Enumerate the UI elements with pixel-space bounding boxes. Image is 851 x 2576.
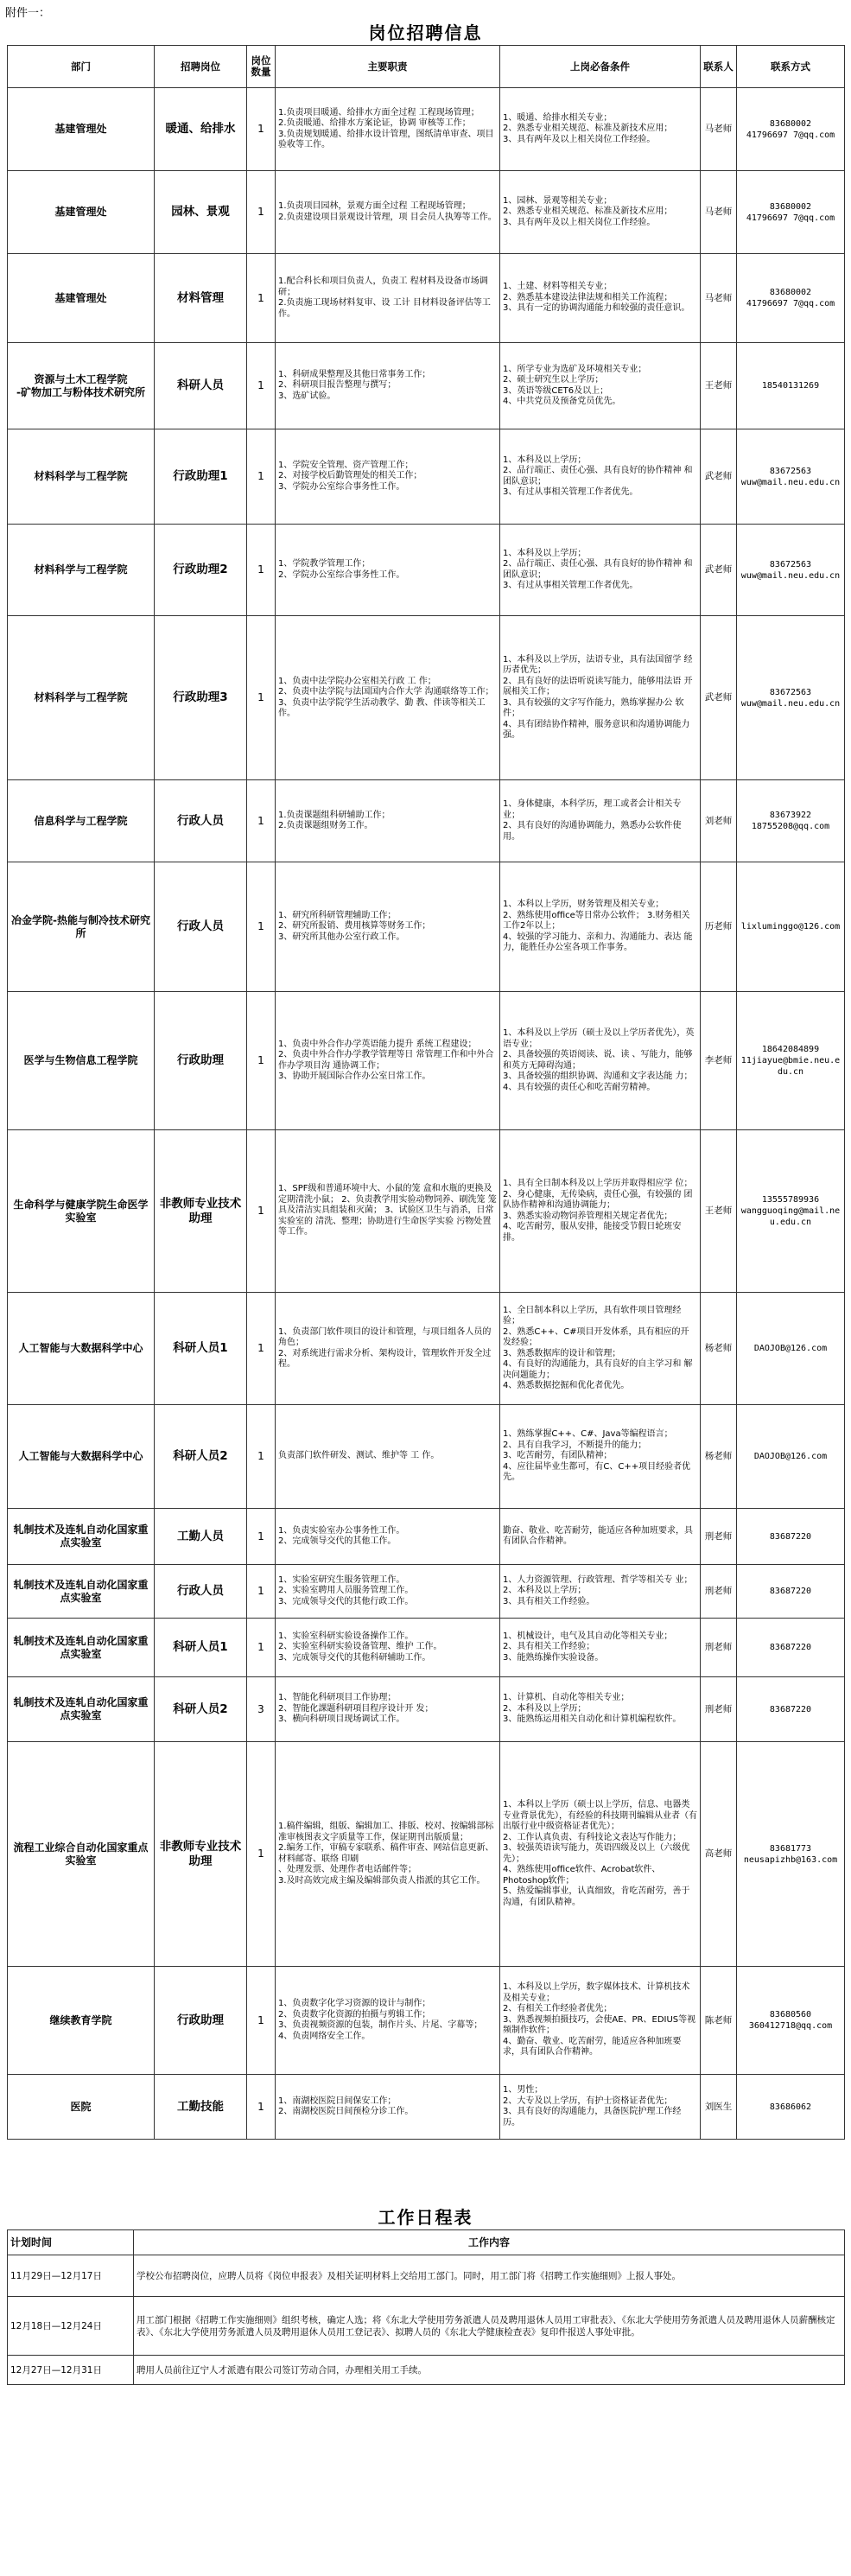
duties-cell: 1、负责中法学院办公室相关行政 工 作； 2、负责中法学院与法国国内合作大学 沟通联络等工作； 3、负责中法学院学生活动教学、勤 教、伴读等相关工作。 — [276, 616, 500, 780]
contact-cell: 王老师 — [701, 1130, 737, 1293]
requirements-cell: 1、机械设计，电气及其自动化等相关专业； 2、具有相关工作经验； 3、能熟练操作实验设备。 — [500, 1619, 701, 1677]
count-cell: 1 — [247, 1130, 276, 1293]
duties-cell: 1.负责课题组科研辅助工作； 2.负责课题组财务工作。 — [276, 780, 500, 862]
position-cell: 科研人员 — [155, 343, 247, 429]
requirements-cell: 1、本科及以上学历，数字媒体技术、计算机技术及相关专业； 2、有相关工作经验者优先； 3、熟悉视频拍摄技巧，会使AE、PR、EDIUS等视频制作软件； 4、勤奋、敬业、吃苦耐劳，能适应各种加班要求，具有团队合作精神。 — [500, 1967, 701, 2075]
position-cell: 材料管理 — [155, 254, 247, 343]
header-count: 岗位数量 — [247, 46, 276, 88]
table-row — [8, 1509, 845, 1565]
duties-cell: 1、SPF级和普通环境中大、小鼠的笼 盒和水瓶的更换及定期清洗小鼠； 2、负责教学用实验动物饲养、刷洗笼 笼具及清洁实具组装和灭菌； 3、试验区卫生与消杀，日常实验室的 清洗、整理；协助进行生命医学实验 污物处置等工作。 — [276, 1130, 500, 1293]
position-cell: 非教师专业技术助理 — [155, 1130, 247, 1293]
duties-cell: 1.负责项目暖通、给排水方面全过程 工程现场管理； 2.负责暖通、给排水方案论证，协调 审核等工作； 3.负责规划暖通、给排水设计管理，图纸清单审查、项目验收等工作。 — [276, 88, 500, 171]
phone-cell: 83680002 41796697 7@qq.com — [737, 171, 845, 254]
requirements-cell: 1、所学专业为选矿及环境相关专业； 2、硕士研究生以上学历； 3、英语等级CET6及以上； 4、中共党员及预备党员优先。 — [500, 343, 701, 429]
table-row — [8, 1742, 845, 1967]
dept-cell: 人工智能与大数据科学中心 — [8, 1405, 155, 1509]
duties-cell: 1.负责项目园林，景观方面全过程 工程现场管理； 2.负责建设项目景观设计管理，项 目会员人执筹等工作。 — [276, 171, 500, 254]
requirements-cell: 1、男性； 2、大专及以上学历，有护士资格证者优先； 3、具有良好的沟通能力，具备医院护理工作经历。 — [500, 2075, 701, 2140]
requirements-cell: 1、人力资源管理、行政管理、哲学等相关专 业； 2、本科及以上学历； 3、具有相关工作经验。 — [500, 1565, 701, 1619]
contact-cell: 刑老师 — [701, 1619, 737, 1677]
contact-cell: 马老师 — [701, 254, 737, 343]
table-row — [8, 2075, 845, 2140]
count-cell: 1 — [247, 1509, 276, 1565]
contact-cell: 刑老师 — [701, 1509, 737, 1565]
count-cell: 1 — [247, 616, 276, 780]
dept-cell: 流程工业综合自动化国家重点实验室 — [8, 1742, 155, 1967]
schedule-time-cell: 12月27日—12月31日 — [8, 2356, 134, 2385]
requirements-cell: 1、本科及以上学历（硕士及以上学历者优先），英语专业； 2、具备较强的英语阅读、说、读 、写能力，能够 和英方无障碍沟通； 3、具备较强的组织协调、沟通和文字表达能 力； 4、具有较强的责任心和吃苦耐劳精神。 — [500, 992, 701, 1130]
duties-cell: 1、智能化科研项目工作协理； 2、智能化課题科研項目程序设计开 发； 3、横向科研项目现场调试工作。 — [276, 1677, 500, 1742]
contact-cell: 王老师 — [701, 343, 737, 429]
duties-cell: 1、实验室科研实验设备操作工作。 2、实验室科研实验设备管理、维护 工作。 3、完成领导交代的其他科研辅助工作。 — [276, 1619, 500, 1677]
phone-cell: lixluminggo@126.com — [737, 862, 845, 992]
dept-cell: 医院 — [8, 2075, 155, 2140]
contact-cell: 李老师 — [701, 992, 737, 1130]
requirements-cell: 1、本科以上学历，财务管理及相关专业； 2、熟练使用office等日常办公软件； 3.财务相关工作2年以上； 4、较强的学习能力、亲和力、沟通能力、表达 能力，能胜任办公室各项工作事务。 — [500, 862, 701, 992]
schedule-content-cell: 用工部门根据《招聘工作实施细则》组织考核，确定人选；将《东北大学使用劳务派遣人员及聘用退休人员用工审批表》、《东北大学使用劳务派遣人员及聘用退休人员薪酬核定表》、《东北大学使用劳务派遣人员及聘用退休人员用工登记表》、拟聘人员的《东北大学健康检查表》复印件报送人事处审批。 — [134, 2297, 845, 2356]
dept-cell: 材料科学与工程学院 — [8, 429, 155, 525]
count-cell: 1 — [247, 171, 276, 254]
table-row — [8, 171, 845, 254]
phone-cell: 83687220 — [737, 1677, 845, 1742]
position-cell: 行政助理1 — [155, 429, 247, 525]
schedule-header-content: 工作内容 — [134, 2230, 845, 2255]
schedule-time-cell: 11月29日—12月17日 — [8, 2255, 134, 2297]
phone-cell: 83680002 41796697 7@qq.com — [737, 88, 845, 171]
requirements-cell: 1、本科以上学历（硕士以上学历，信息、电器类专业背景优先），有经验的科技期刊编辑从业者（有出版行业中级资格证者优先）； 2、工作认真负责、有科技论文表达写作能力； 3、较强英语读写能力，英语四级及以上（六级优先）； 4、熟练使用office软件、Acrobat软件、Photoshop软件； 5、热爱编辑事业，认真细致，肯吃苦耐劳，善于沟通，有团队精神。 — [500, 1742, 701, 1967]
duties-cell: 1.稿件编辑，组版、编辑加工、排版、校对、按编辑部标准审核图表文字质量等工作，保证期刊出版质量； 2.编务工作，审稿专家联系、稿件审查、网站信息更新、材料邮寄、联络 印刷 、处理发票、处理作者电话邮件等； 3.及时高效完成主编及编辑部负责人指派的其它工作。 — [276, 1742, 500, 1967]
schedule-row — [8, 2255, 845, 2297]
position-cell: 非教师专业技术助理 — [155, 1742, 247, 1967]
table-row — [8, 616, 845, 780]
requirements-cell: 1、全日制本科以上学历，具有软件项目管理经 验； 2、熟悉C++、C#项目开发体系，具有相应的开 发经验； 3、熟悉数据库的设计和管理； 4、有良好的沟通能力，具有良好的自主学习和 解决问题能力； 4、熟悉数据挖掘和优化者优先。 — [500, 1293, 701, 1405]
table-row — [8, 1565, 845, 1619]
contact-cell: 马老师 — [701, 171, 737, 254]
dept-cell: 材料科学与工程学院 — [8, 525, 155, 616]
dept-cell: 材料科学与工程学院 — [8, 616, 155, 780]
requirements-cell: 1、土建、材料等相关专业； 2、熟悉基本建设法律法规和相关工作流程； 3、具有一定的协调沟通能力和较强的责任意识。 — [500, 254, 701, 343]
requirements-cell: 1、本科及以上学历，法语专业，具有法国留学 经历者优先； 2、具有良好的法语听说读写能力，能够用法语 开展相关工作； 3、具有较强的文字写作能力，熟练掌握办公 软 件； 4、具有团结协作精神，服务意识和沟通协调能力强。 — [500, 616, 701, 780]
contact-cell: 刑老师 — [701, 1677, 737, 1742]
dept-cell: 轧制技术及连轧自动化国家重点实验室 — [8, 1677, 155, 1742]
duties-cell: 1、负责实验室办公事务性工作。 2、完成领导交代的其他工作。 — [276, 1509, 500, 1565]
requirements-cell: 1、园林、景观等相关专业； 2、熟悉专业相关规范、标准及新技术应用； 3、具有两年及以上相关岗位工作经验。 — [500, 171, 701, 254]
count-cell: 1 — [247, 862, 276, 992]
dept-cell: 医学与生物信息工程学院 — [8, 992, 155, 1130]
phone-cell: 83672563 wuw@mail.neu.edu.cn — [737, 525, 845, 616]
position-cell: 科研人员1 — [155, 1293, 247, 1405]
contact-cell: 历老师 — [701, 862, 737, 992]
contact-cell: 杨老师 — [701, 1405, 737, 1509]
count-cell: 1 — [247, 88, 276, 171]
duties-cell: 1、学院安全管理、资产管理工作； 2、对接学校后勤管理处的相关工作； 3、学院办公室综合事务性工作。 — [276, 429, 500, 525]
position-cell: 暖通、给排水 — [155, 88, 247, 171]
header-contact: 联系人 — [701, 46, 737, 88]
contact-cell: 武老师 — [701, 429, 737, 525]
phone-cell: 83687220 — [737, 1509, 845, 1565]
contact-cell: 马老师 — [701, 88, 737, 171]
table-row — [8, 88, 845, 171]
phone-cell: DAOJOB@126.com — [737, 1293, 845, 1405]
position-cell: 行政助理 — [155, 1967, 247, 2075]
duties-cell: 1、负责中外合作办学英语能力提升 系统工程建设； 2、负责中外合作办学教学管理等日 常管理工作和中外合作办学项目沟 通协调工作； 3、协助开展国际合作办公室日常工作。 — [276, 992, 500, 1130]
schedule-row — [8, 2356, 845, 2385]
table-row — [8, 254, 845, 343]
schedule-time-cell: 12月18日—12月24日 — [8, 2297, 134, 2356]
count-cell: 3 — [247, 1677, 276, 1742]
count-cell: 1 — [247, 1565, 276, 1619]
phone-cell: 83687220 — [737, 1619, 845, 1677]
header-phone: 联系方式 — [737, 46, 845, 88]
requirements-cell: 1、本科及以上学历； 2、品行端正、责任心强、具有良好的协作精神 和团队意识； 3、有过从事相关管理工作者优先。 — [500, 429, 701, 525]
count-cell: 1 — [247, 1293, 276, 1405]
position-cell: 科研人员2 — [155, 1677, 247, 1742]
table-row — [8, 992, 845, 1130]
jobs-header-row — [8, 46, 845, 88]
dept-cell: 轧制技术及连轧自动化国家重点实验室 — [8, 1619, 155, 1677]
table-row — [8, 1619, 845, 1677]
contact-cell: 刘医生 — [701, 2075, 737, 2140]
contact-cell: 陈老师 — [701, 1967, 737, 2075]
count-cell: 1 — [247, 1619, 276, 1677]
count-cell: 1 — [247, 1742, 276, 1967]
requirements-cell: 勤奋、敬业、吃苦耐劳，能适应各种加班要求，具有团队合作精神。 — [500, 1509, 701, 1565]
phone-cell: DAOJOB@126.com — [737, 1405, 845, 1509]
position-cell: 行政人员 — [155, 862, 247, 992]
phone-cell: 13555789936 wangguoqing@mail.neu.edu.cn — [737, 1130, 845, 1293]
position-cell: 行政人员 — [155, 1565, 247, 1619]
count-cell: 1 — [247, 343, 276, 429]
position-cell: 行政助理3 — [155, 616, 247, 780]
dept-cell: 基建管理处 — [8, 88, 155, 171]
phone-cell: 18642084899 11jiayue@bmie.neu.edu.cn — [737, 992, 845, 1130]
count-cell: 1 — [247, 992, 276, 1130]
contact-cell: 武老师 — [701, 525, 737, 616]
schedule-content-cell: 聘用人员前往辽宁人才派遣有限公司签订劳动合同，办理相关用工手续。 — [134, 2356, 845, 2385]
page-title: 岗位招聘信息 — [368, 22, 483, 43]
duties-cell: 1、负责部门软件项目的设计和管理，与项目组各人员的角色； 2、对系统进行需求分析、架构设计，管理软件开发全过程。 — [276, 1293, 500, 1405]
dept-cell: 生命科学与健康学院生命医学实验室 — [8, 1130, 155, 1293]
position-cell: 工勤技能 — [155, 2075, 247, 2140]
position-cell: 园林、景观 — [155, 171, 247, 254]
schedule-content-cell: 学校公布招聘岗位，应聘人员将《岗位申报表》及相关证明材料上交给用工部门。同时，用工部门将《招聘工作实施细则》上报人事处。 — [134, 2255, 845, 2297]
count-cell: 1 — [247, 780, 276, 862]
schedule-header-row — [8, 2230, 845, 2255]
contact-cell: 刘老师 — [701, 780, 737, 862]
table-row — [8, 1293, 845, 1405]
phone-cell: 83673922 18755208@qq.com — [737, 780, 845, 862]
requirements-cell: 1、具有全日制本科及以上学历并取得相应学 位； 2、身心健康，无传染病，责任心强，有较强的 团队协作精神和沟通协调能力； 3、熟悉实验动物饲养管理相关规定者优先； 4、吃苦耐劳，服从安排，能接受节假日轮班安排。 — [500, 1130, 701, 1293]
table-row — [8, 862, 845, 992]
phone-cell: 83687220 — [737, 1565, 845, 1619]
duties-cell: 1、研究所科研管理辅助工作； 2、研究所报销、费用核算等财务工作； 3、研究所其他办公室行政工作。 — [276, 862, 500, 992]
position-cell: 科研人员2 — [155, 1405, 247, 1509]
dept-cell: 基建管理处 — [8, 254, 155, 343]
dept-cell: 轧制技术及连轧自动化国家重点实验室 — [8, 1509, 155, 1565]
position-cell: 科研人员1 — [155, 1619, 247, 1677]
count-cell: 1 — [247, 254, 276, 343]
table-row — [8, 1677, 845, 1742]
table-row — [8, 780, 845, 862]
requirements-cell: 1、熟练掌握C++、C#、Java等编程语言； 2、具有自我学习，不断提升的能力； 3、吃苦耐劳，有团队精神； 4、应往届毕业生都可，有C、C++项目经验者优先。 — [500, 1405, 701, 1509]
table-row — [8, 343, 845, 429]
phone-cell: 83680560 360412718@qq.com — [737, 1967, 845, 2075]
duties-cell: 1、南湖校医院日间保安工作； 2、南湖校医院日间预检分诊工作。 — [276, 2075, 500, 2140]
header-duties: 主要职责 — [276, 46, 500, 88]
count-cell: 1 — [247, 1405, 276, 1509]
count-cell: 1 — [247, 1967, 276, 2075]
count-cell: 1 — [247, 2075, 276, 2140]
position-cell: 行政人员 — [155, 780, 247, 862]
contact-cell: 武老师 — [701, 616, 737, 780]
count-cell: 1 — [247, 429, 276, 525]
requirements-cell: 1、暖通、给排水相关专业； 2、熟悉专业相关规范、标准及新技术应用； 3、具有两年及以上相关岗位工作经验。 — [500, 88, 701, 171]
count-cell: 1 — [247, 525, 276, 616]
duties-cell: 1、科研成果整理及其他日常事务工作； 2、科研项目报告整理与撰写； 3、选矿试验。 — [276, 343, 500, 429]
contact-cell: 杨老师 — [701, 1293, 737, 1405]
schedule-header-time: 计划时间 — [8, 2230, 134, 2255]
phone-cell: 83686062 — [737, 2075, 845, 2140]
phone-cell: 83672563 wuw@mail.neu.edu.cn — [737, 429, 845, 525]
phone-cell: 83672563 wuw@mail.neu.edu.cn — [737, 616, 845, 780]
duties-cell: 1、实验室研究生服务管理工作。 2、实验室聘用人员服务管理工作。 3、完成领导交代的其他行政工作。 — [276, 1565, 500, 1619]
table-row — [8, 1967, 845, 2075]
attachment-label: 附件一： — [5, 7, 51, 20]
position-cell: 行政助理 — [155, 992, 247, 1130]
duties-cell: 1、学院教学管理工作； 2、学院办公室综合事务性工作。 — [276, 525, 500, 616]
dept-cell: 继续教育学院 — [8, 1967, 155, 2075]
jobs-table — [7, 45, 845, 2140]
position-cell: 工勤人员 — [155, 1509, 247, 1565]
header-position: 招聘岗位 — [155, 46, 247, 88]
duties-cell: 1.配合科长和项目负责人，负责工 程材料及设备市场调研； 2.负责施工现场材料复审、设 工计 目材料设备评估等工作。 — [276, 254, 500, 343]
schedule-table — [7, 2229, 845, 2385]
phone-cell: 18540131269 — [737, 343, 845, 429]
contact-cell: 高老师 — [701, 1742, 737, 1967]
phone-cell: 83681773 neusapizhb@163.com — [737, 1742, 845, 1967]
dept-cell: 信息科学与工程学院 — [8, 780, 155, 862]
duties-cell: 1、负责数字化学习资源的设计与制作； 2、负责数字化资源的拍摄与剪辑工作； 3、负责视频资源的包装，制作片头、片尾、字幕等； 4、负责网络安全工作。 — [276, 1967, 500, 2075]
table-row — [8, 429, 845, 525]
requirements-cell: 1、计算机、自动化等相关专业； 2、本科及以上学历； 3、能熟练运用相关自动化和计算机编程软件。 — [500, 1677, 701, 1742]
table-row — [8, 525, 845, 616]
contact-cell: 刑老师 — [701, 1565, 737, 1619]
table-row — [8, 1405, 845, 1509]
header-requirements: 上岗必备条件 — [500, 46, 701, 88]
dept-cell: 轧制技术及连轧自动化国家重点实验室 — [8, 1565, 155, 1619]
schedule-row — [8, 2297, 845, 2356]
requirements-cell: 1、本科及以上学历； 2、品行端正、责任心强、具有良好的协作精神 和团队意识； 3、有过从事相关管理工作者优先。 — [500, 525, 701, 616]
position-cell: 行政助理2 — [155, 525, 247, 616]
header-dept: 部门 — [8, 46, 155, 88]
dept-cell: 资源与土木工程学院 -矿物加工与粉体技术研究所 — [8, 343, 155, 429]
dept-cell: 基建管理处 — [8, 171, 155, 254]
duties-cell: 负责部门软件研发、测试、维护等 工 作。 — [276, 1405, 500, 1509]
dept-cell: 冶金学院-热能与制冷技术研究所 — [8, 862, 155, 992]
requirements-cell: 1、身体健康，本科学历，理工或者会计相关专 业； 2、具有良好的沟通协调能力，熟悉办公软件使用。 — [500, 780, 701, 862]
dept-cell: 人工智能与大数据科学中心 — [8, 1293, 155, 1405]
schedule-title: 工作日程表 — [378, 2207, 473, 2228]
phone-cell: 83680002 41796697 7@qq.com — [737, 254, 845, 343]
table-row — [8, 1130, 845, 1293]
